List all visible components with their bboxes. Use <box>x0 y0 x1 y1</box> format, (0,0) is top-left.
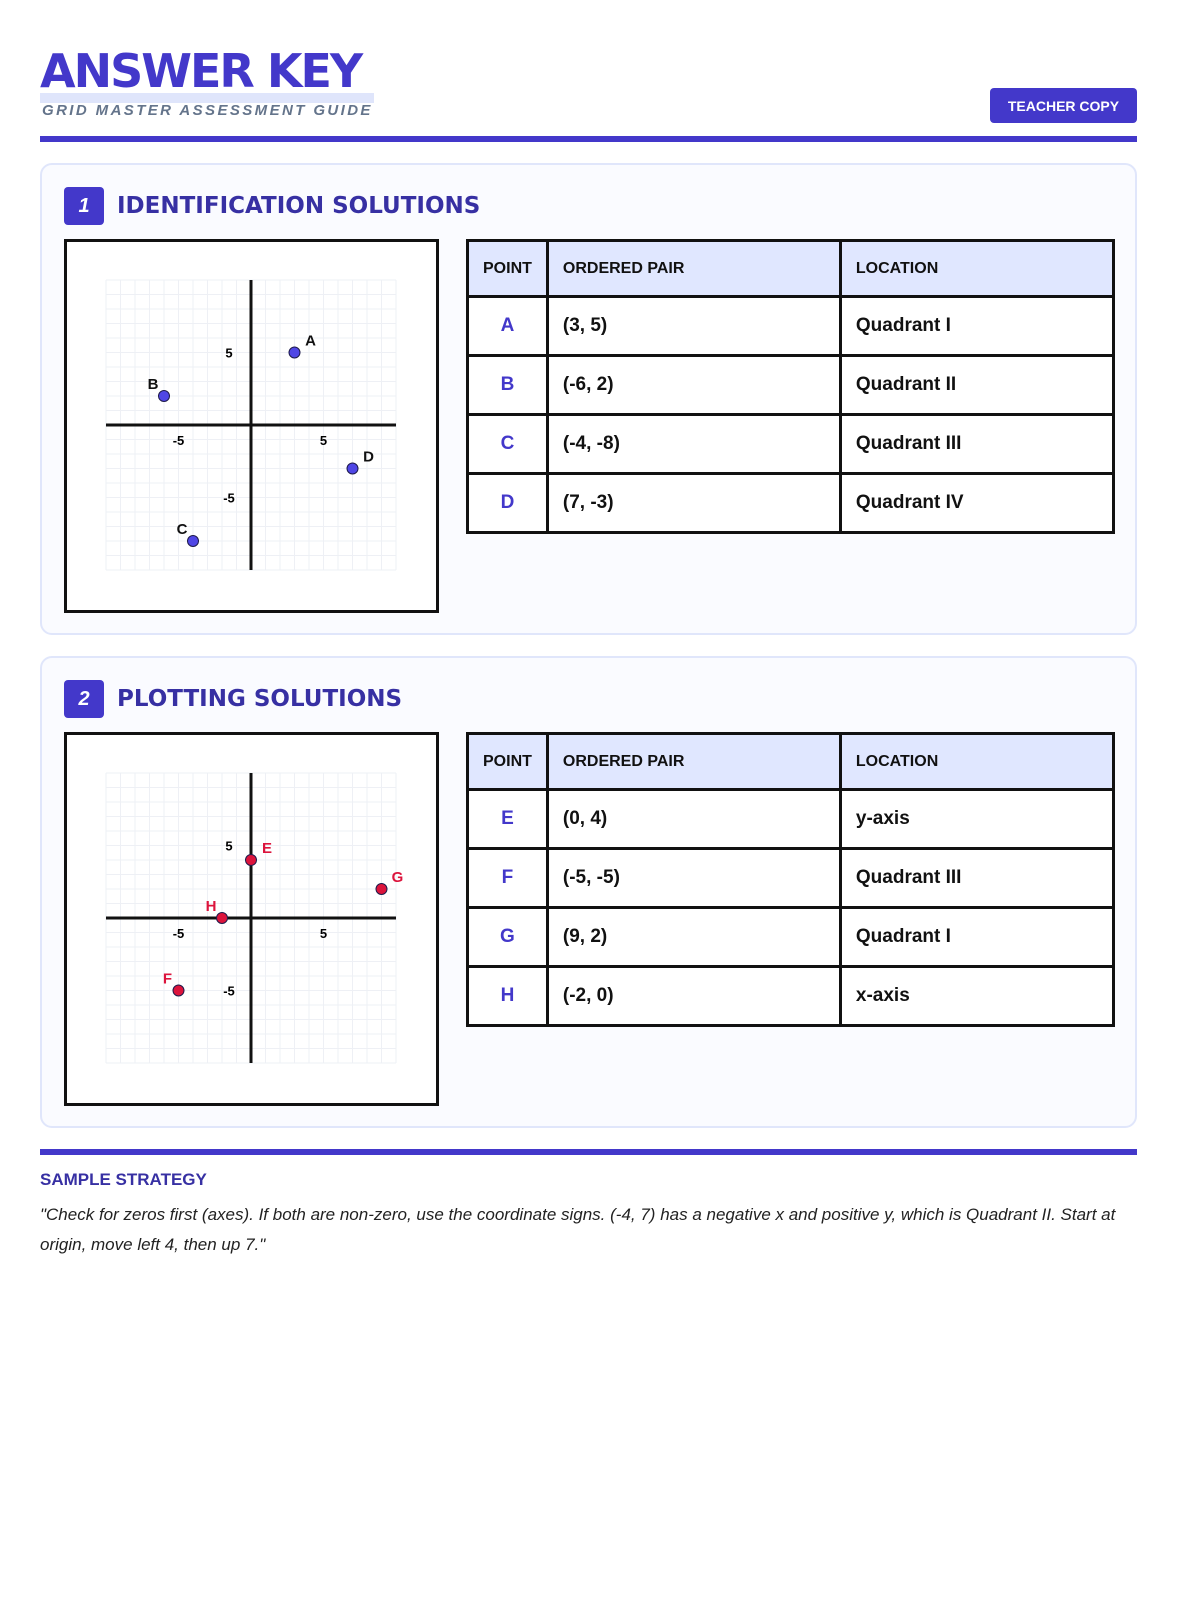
location-cell: y-axis <box>840 790 1113 849</box>
y-tick-label: -5 <box>223 490 235 506</box>
table-row <box>468 297 1114 356</box>
pair-cell: (0, 4) <box>547 790 840 849</box>
point-label: F <box>162 970 173 988</box>
pair-cell: (-6, 2) <box>547 356 840 415</box>
point-label: D <box>363 448 374 466</box>
x-tick-label: 5 <box>319 926 328 941</box>
point-label: C <box>176 521 188 538</box>
point-cell: G <box>468 908 548 967</box>
coordinate-graph <box>64 239 439 613</box>
location-cell: Quadrant III <box>840 849 1113 908</box>
location-cell: Quadrant III <box>840 415 1113 474</box>
location-cell: Quadrant II <box>840 356 1113 415</box>
pair-cell: (-5, -5) <box>547 849 840 908</box>
section-title: IDENTIFICATION SOLUTIONS <box>117 193 481 219</box>
data-point <box>376 884 387 895</box>
location-cell: Quadrant I <box>840 908 1113 967</box>
strategy-heading: SAMPLE STRATEGY <box>40 1170 207 1189</box>
teacher-copy-badge: TEACHER COPY <box>990 88 1137 123</box>
pair-cell: (7, -3) <box>547 474 840 533</box>
col-location: LOCATION <box>840 734 1113 790</box>
data-point <box>188 536 199 547</box>
point-cell: C <box>468 415 548 474</box>
data-point <box>289 347 300 358</box>
data-point <box>347 463 358 474</box>
y-tick-label: 5 <box>225 345 233 361</box>
section-number: 2 <box>64 680 104 718</box>
point-label: E <box>261 840 273 857</box>
solutions-table <box>466 732 1115 1027</box>
point-label: A <box>305 332 316 350</box>
data-point <box>173 985 184 996</box>
strategy-text: "Check for zeros first (axes). If both are non-zero, use the coordinate signs. (-4, 7) has a negative x and positive y, which is Quadrant II. Start at origin, move left 4, then up 7." <box>40 1205 1116 1254</box>
col-ordered-pair: ORDERED PAIR <box>547 734 840 790</box>
table-row <box>468 908 1114 967</box>
pair-cell: (9, 2) <box>547 908 840 967</box>
point-cell: F <box>468 849 548 908</box>
x-tick-label: -5 <box>172 926 185 941</box>
data-point <box>246 855 257 866</box>
point-label: B <box>147 376 159 393</box>
location-cell: Quadrant I <box>840 297 1113 356</box>
point-cell: A <box>468 297 548 356</box>
point-label: H <box>205 898 217 915</box>
section-identification <box>40 163 1137 635</box>
table-header-row <box>468 734 1114 790</box>
location-cell: Quadrant IV <box>840 474 1113 533</box>
pair-cell: (-2, 0) <box>547 967 840 1026</box>
location-cell: x-axis <box>840 967 1113 1026</box>
pair-cell: (3, 5) <box>547 297 840 356</box>
x-tick-label: -5 <box>172 433 185 448</box>
table-row <box>468 849 1114 908</box>
data-point <box>159 391 170 402</box>
point-cell: E <box>468 790 548 849</box>
page-subtitle: GRID MASTER ASSESSMENT GUIDE <box>42 102 373 119</box>
col-ordered-pair: ORDERED PAIR <box>547 241 840 297</box>
footer-divider <box>40 1149 1137 1155</box>
point-cell: H <box>468 967 548 1026</box>
table-row <box>468 967 1114 1026</box>
x-tick-label: 5 <box>319 433 328 448</box>
table-row <box>468 356 1114 415</box>
header-divider <box>40 136 1137 142</box>
page-title: ANSWER KEY <box>40 44 362 98</box>
section-plotting <box>40 656 1137 1128</box>
col-point: POINT <box>468 241 548 297</box>
solutions-table <box>466 239 1115 534</box>
point-cell: B <box>468 356 548 415</box>
y-tick-label: 5 <box>225 838 233 854</box>
table-row <box>468 790 1114 849</box>
col-location: LOCATION <box>840 241 1113 297</box>
table-header-row <box>468 241 1114 297</box>
pair-cell: (-4, -8) <box>547 415 840 474</box>
coordinate-graph <box>64 732 439 1106</box>
col-point: POINT <box>468 734 548 790</box>
table-row <box>468 474 1114 533</box>
data-point <box>217 913 228 924</box>
section-number: 1 <box>64 187 104 225</box>
section-title: PLOTTING SOLUTIONS <box>117 686 403 712</box>
table-row <box>468 415 1114 474</box>
y-tick-label: -5 <box>223 983 235 999</box>
point-label: G <box>391 869 404 886</box>
point-cell: D <box>468 474 548 533</box>
